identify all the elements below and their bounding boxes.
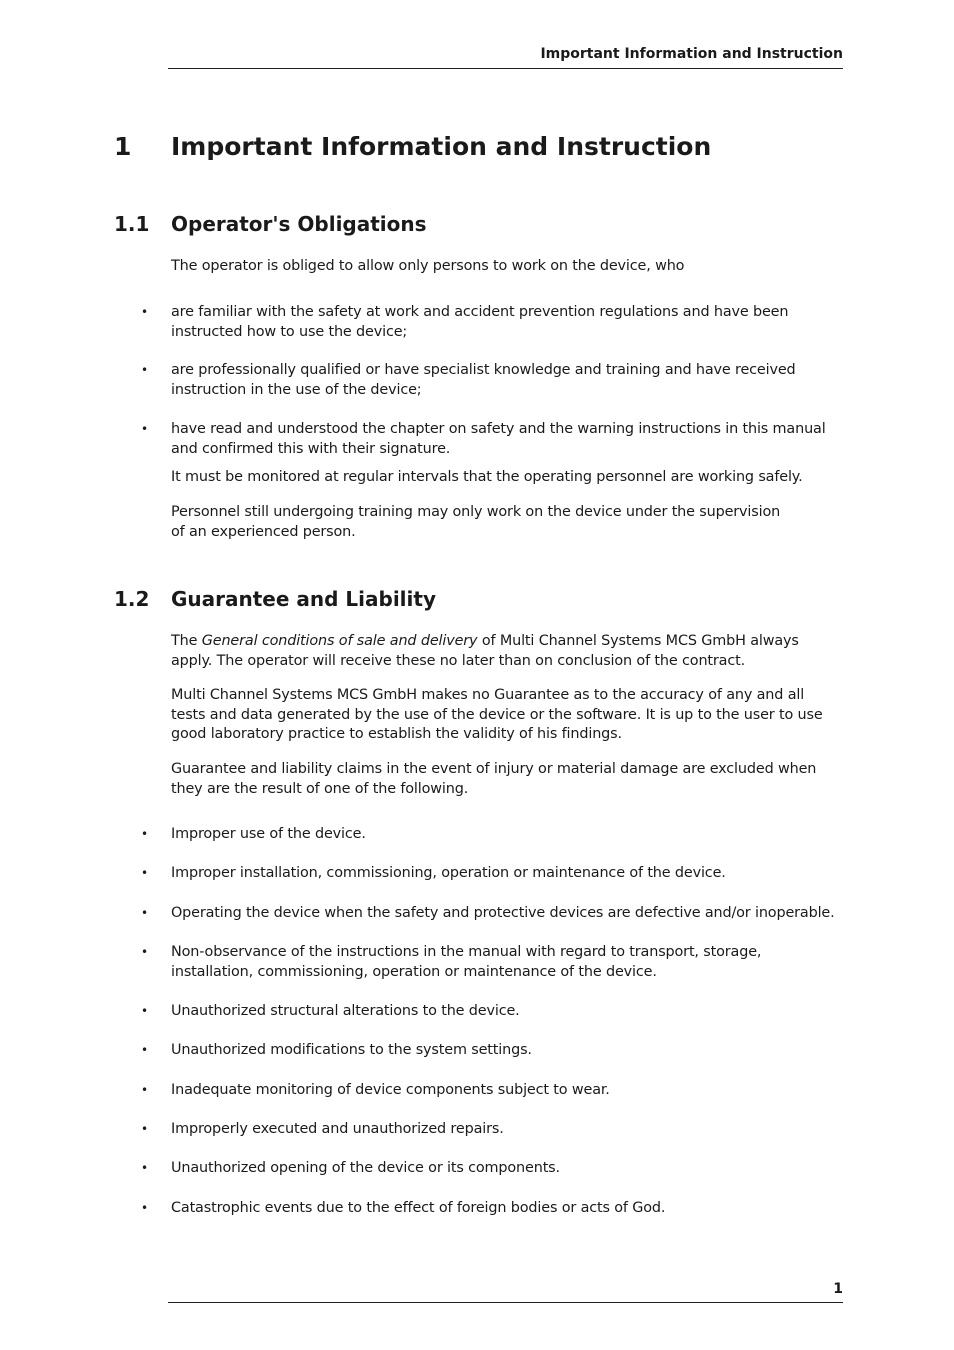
bullet-icon: •	[141, 1201, 148, 1215]
list-item-text: Unauthorized opening of the device or its components.	[171, 1160, 560, 1176]
page-footer	[168, 1278, 843, 1303]
list-item	[141, 303, 836, 342]
running-header	[168, 44, 843, 69]
list-item-text: have read and understood the chapter on safety and the warning instructions in this manual and confirmed this with their signature.	[171, 421, 826, 457]
list-item	[141, 420, 836, 459]
no-guarantee-paragraph: Multi Channel Systems MCS GmbH makes no Guarantee as to the accuracy of any and all tests and data generated by the use of the device or the software. It is up to the user to use good laboratory practice to establish the validity of his findings.	[171, 687, 823, 742]
conditions-text-start: The	[171, 633, 202, 649]
list-item-text: Improper installation, commissioning, operation or maintenance of the device.	[171, 865, 726, 881]
bullet-icon: •	[141, 1161, 148, 1175]
section-number: 1.1	[114, 212, 150, 236]
chapter-number: 1	[114, 132, 132, 161]
list-item-text: Catastrophic events due to the effect of foreign bodies or acts of God.	[171, 1200, 666, 1216]
training-paragraph-line-2: of an experienced person.	[171, 523, 356, 540]
bullet-icon: •	[141, 1122, 148, 1136]
monitoring-paragraph: It must be monitored at regular intervals that the operating personnel are working safely.	[171, 469, 803, 485]
bullet-icon: •	[141, 945, 148, 959]
list-item-text: Unauthorized structural alterations to the device.	[171, 1003, 520, 1019]
page-number: 1	[833, 1281, 843, 1297]
list-item-text: are familiar with the safety at work and accident prevention regulations and have been instructed how to use the device;	[171, 304, 789, 340]
bullet-icon: •	[141, 363, 148, 377]
bullet-icon: •	[141, 305, 148, 319]
list-item	[141, 1002, 836, 1022]
list-item	[141, 1159, 836, 1179]
section-number: 1.2	[114, 587, 150, 611]
list-item	[141, 1120, 836, 1140]
section-title-operators-obligations	[114, 210, 427, 238]
list-item	[141, 904, 836, 924]
bullet-icon: •	[141, 1083, 148, 1097]
list-item	[141, 825, 836, 845]
training-paragraph	[171, 503, 836, 542]
list-item	[141, 361, 836, 400]
running-header-title: Important Information and Instruction	[540, 46, 843, 62]
section-title-text: Operator's Obligations	[171, 212, 427, 236]
list-item-text: Non-observance of the instructions in the manual with regard to transport, storage, installation, commissioning, operation or maintenance of the device.	[171, 944, 762, 980]
bullet-icon: •	[141, 906, 148, 920]
bullet-icon: •	[141, 1004, 148, 1018]
claims-paragraph: Guarantee and liability claims in the event of injury or material damage are excluded when they are the result of one of the following.	[171, 761, 817, 797]
bullet-icon: •	[141, 422, 148, 436]
conditions-paragraph	[171, 632, 836, 671]
list-item-text: Improperly executed and unauthorized repairs.	[171, 1121, 504, 1137]
list-item-text: are professionally qualified or have specialist knowledge and training and have received instruction in the use of the device;	[171, 362, 796, 398]
section-title-text: Guarantee and Liability	[171, 587, 436, 611]
training-paragraph-line-1: Personnel still undergoing training may only work on the device under the supervision	[171, 504, 781, 520]
list-item	[141, 864, 836, 884]
list-item	[141, 1041, 836, 1061]
list-item-text: Unauthorized modifications to the system settings.	[171, 1042, 532, 1058]
list-item	[141, 943, 836, 982]
bullet-icon: •	[141, 866, 148, 880]
conditions-document-name: General conditions of sale and delivery	[201, 633, 478, 649]
list-item-text: Inadequate monitoring of device components subject to wear.	[171, 1082, 610, 1098]
list-item-text: Operating the device when the safety and protective devices are defective and/or inoperable.	[171, 905, 835, 921]
chapter-title	[114, 128, 711, 166]
list-item	[141, 1081, 836, 1101]
chapter-title-text: Important Information and Instruction	[171, 132, 712, 161]
operator-intro-paragraph: The operator is obliged to allow only persons to work on the device, who	[171, 258, 685, 274]
list-item-text: Improper use of the device.	[171, 826, 366, 842]
list-item	[141, 1199, 836, 1219]
conditions-text-end: of Multi Channel Systems MCS GmbH always apply. The operator will receive these no later than on conclusion of the contract.	[171, 633, 799, 669]
bullet-icon: •	[141, 1043, 148, 1057]
section-title-guarantee-and-liability	[114, 585, 436, 613]
bullet-icon: •	[141, 827, 148, 841]
